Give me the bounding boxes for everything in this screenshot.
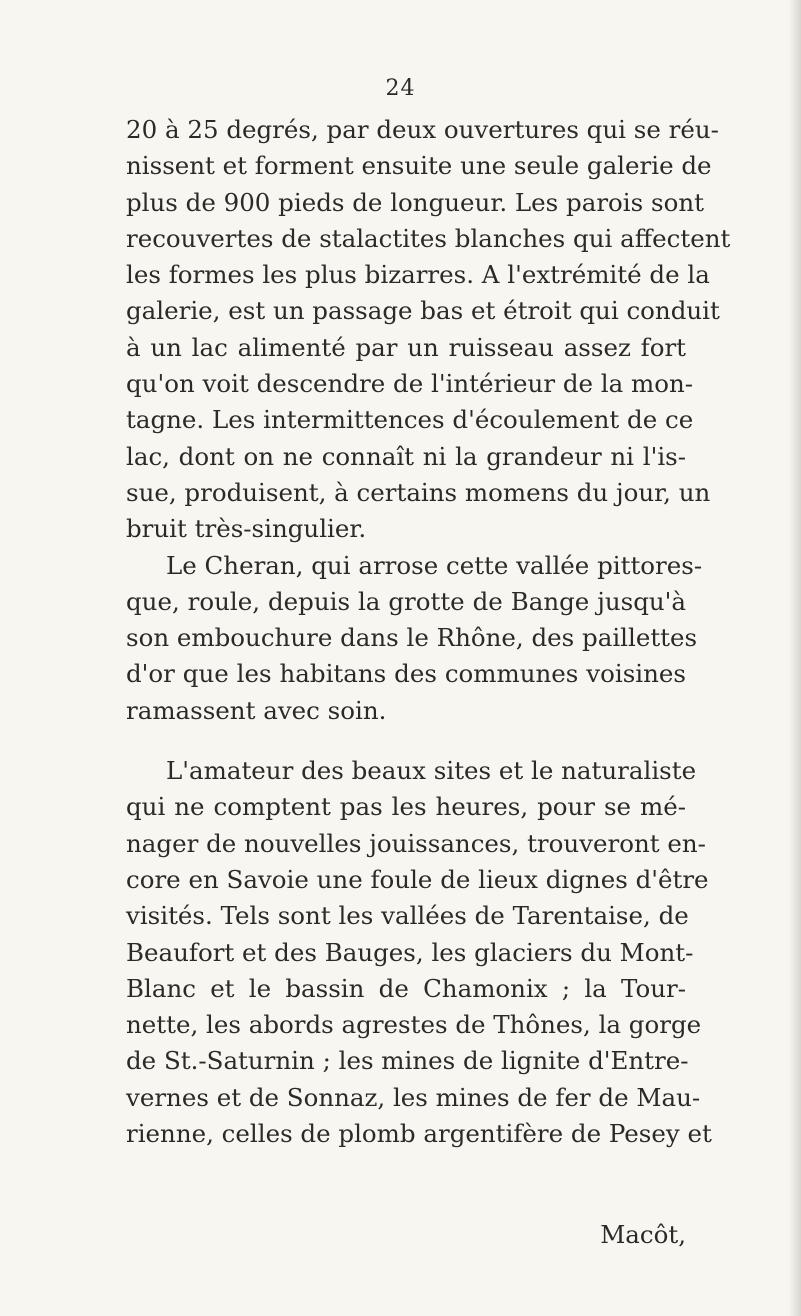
paragraph bbox=[126, 112, 731, 548]
text-line: galerie, est un passage bas et étroit qui conduit bbox=[126, 296, 720, 326]
text-line: Le Cheran, qui arrose cette vallée pittores- bbox=[166, 550, 703, 580]
paragraph bbox=[126, 753, 712, 1152]
text-line: que, roule, depuis la grotte de Bange jusqu'à bbox=[126, 586, 686, 616]
text-line: visités. Tels sont les vallées de Tarentaise, de bbox=[126, 901, 689, 931]
paragraph bbox=[126, 548, 703, 729]
text-line: plus de 900 pieds de longueur. Les parois sont bbox=[126, 187, 704, 217]
text-line: 20 à 25 degrés, par deux ouvertures qui se réu- bbox=[126, 115, 719, 144]
text-line: de St.-Saturnin ; les mines de lignite d'Entre- bbox=[126, 1046, 689, 1076]
text-line: rienne, celles de plomb argentifère de Pesey et bbox=[126, 1119, 712, 1149]
paragraph-gap bbox=[126, 729, 686, 753]
text-line: nissent et forment ensuite une seule galerie de bbox=[126, 151, 712, 181]
body-text bbox=[126, 112, 731, 1152]
catchword: Macôt, bbox=[600, 1220, 686, 1249]
text-line: nette, les abords agrestes de Thônes, la gorge bbox=[126, 1010, 702, 1040]
text-line: son embouchure dans le Rhône, des paillettes bbox=[126, 623, 698, 653]
text-line: ramassent avec soin. bbox=[126, 695, 387, 725]
text-line: lac, dont on ne connaît ni la grandeur ni l'is- bbox=[126, 441, 686, 471]
text-line: vernes et de Sonnaz, les mines de fer de Mau- bbox=[126, 1082, 701, 1112]
page-number: 24 bbox=[385, 76, 416, 101]
text-line: les formes les plus bizarres. A l'extrémité de la bbox=[126, 260, 710, 290]
text-line: Blanc et le bassin de Chamonix ; la Tour- bbox=[126, 973, 686, 1003]
page-edge-shadow bbox=[789, 0, 801, 1316]
text-line: nager de nouvelles jouissances, trouveront en- bbox=[126, 828, 706, 858]
text-line: à un lac alimenté par un ruisseau assez fort bbox=[126, 332, 686, 362]
text-line: L'amateur des beaux sites et le naturaliste bbox=[166, 756, 697, 786]
text-line: recouvertes de stalactites blanches qui affectent bbox=[126, 223, 731, 253]
text-line: qui ne comptent pas les heures, pour se mé- bbox=[126, 792, 686, 822]
text-line: d'or que les habitans des communes voisines bbox=[126, 659, 686, 689]
text-line: core en Savoie une foule de lieux dignes d'être bbox=[126, 864, 709, 894]
text-line: tagne. Les intermittences d'écoulement de ce bbox=[126, 405, 694, 435]
text-line: sue, produisent, à certains momens du jour, un bbox=[126, 477, 711, 507]
text-line: bruit très-singulier. bbox=[126, 514, 367, 544]
text-line: qu'on voit descendre de l'intérieur de la mon- bbox=[126, 369, 694, 399]
text-line: Beaufort et des Bauges, les glaciers du Mont- bbox=[126, 937, 694, 967]
